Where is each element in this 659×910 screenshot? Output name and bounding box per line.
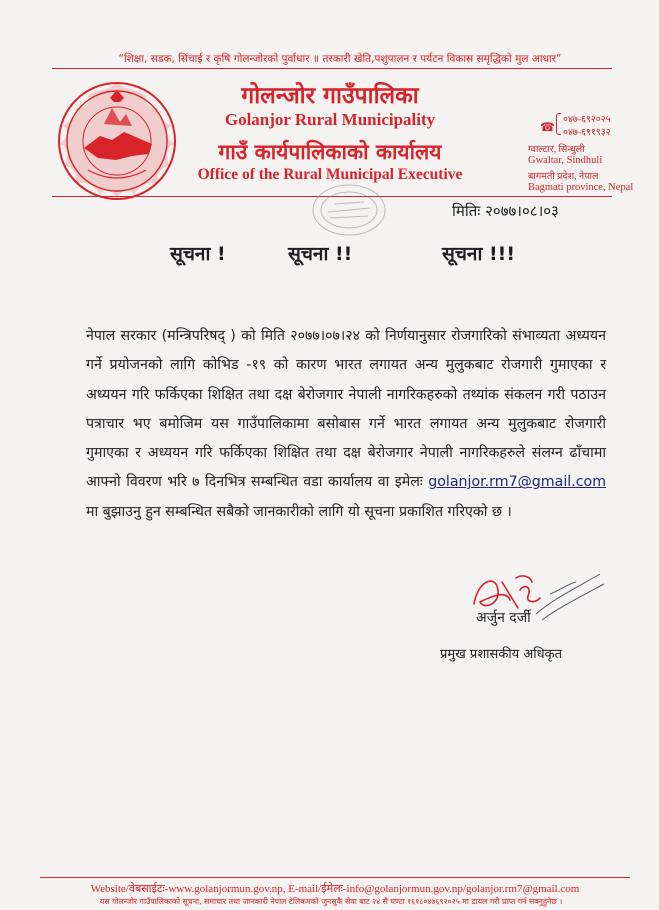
address-nepali: ग्वाल्टार, सिन्धुली (528, 145, 585, 155)
province-nepali: बागमती प्रदेश, नेपाल (528, 172, 599, 182)
signatory-title: प्रमुख प्रशासकीय अधिकृत (440, 647, 563, 662)
letterhead-motto: “शिक्षा, सडक, सिंचाई र कृषि गोलन्जोरको पुर्वाधार ॥ तरकारी खेति,पशुपालन र पर्यटन विकास समृद्धिको मुल आधार” (118, 53, 562, 65)
top-divider (52, 68, 612, 69)
office-stamp-image (310, 182, 388, 238)
phone-brace (556, 113, 561, 135)
phone-icon: ☎ (540, 120, 555, 134)
municipality-name-nepali: गोलन्जोर गाउँपालिका (241, 83, 419, 109)
notice-heading-2: सूचना !! (288, 243, 353, 265)
footer-contact-line: Website/वेबसाईटः-www.golanjormun.gov.np, E-mail/ईमेलः-info@golanjormun.gov.np/golanjor.rm7@gmail.com (90, 883, 580, 895)
footer-divider (40, 877, 630, 878)
province-english: Bagmati province, Nepal (528, 182, 634, 193)
phone-number-2: ०४७-६९१९३२ (563, 128, 611, 138)
notice-heading-3: सूचना !!! (442, 243, 515, 265)
office-name-nepali: गाउँ कार्यपालिकाको कार्यालय (218, 140, 442, 164)
municipality-name-english: Golanjor Rural Municipality (224, 110, 436, 129)
office-name-english: Office of the Rural Municipal Executive (197, 166, 463, 183)
notice-heading-1: सूचना ! (170, 243, 226, 265)
notice-body-text-before: नेपाल सरकार (मन्त्रिपरिषद् ) को मिति २०७७।०७।२४ को निर्णयानुसार रोजगारिको संभाव्यता अध्ययन गर्ने प्रयोजनको लागि कोभिड -१९ को कारण भारत लगायत अन्य मुलुकबाट रोजगारी गुमाएका र अध्ययन गरि फर्किएका शिक्षित तथा दक्ष बेरोजगार नेपाली नागरिकहरुको तथ्यांक संकलन गरी पठाउन पत्राचार भए बमोजिम यस गाउँपालिकामा बसोबास गर्ने भारत लगायत अन्य मुलुकबाट रोजगारी गुमाएका र अध्ययन गरि फर्किएका शिक्षित तथा दक्ष बेरोजगार नेपाली नागरिकहरुले संलग्न ढाँचामा आफ्नो विवरण भरि ७ दिनभित्र सम्बन्धित वडा कार्यालय वा इमेलः (86, 328, 606, 491)
phone-number-1: ०४७-६९२०२५ (563, 115, 611, 125)
issue-date: मितिः २०७७।०८।०३ (452, 202, 559, 220)
signatory-name: अर्जुन दर्जी (476, 610, 531, 626)
email-link[interactable]: golanjor.rm7@gmail.com (428, 474, 607, 491)
address-english: Gwaltar, Sindhuli (528, 155, 603, 166)
footer-info-line: यस गोलन्जोर गाउँपालिकाको सूचना, समाचार तथा जानकारी नेपाल टेलिकमको जुनसुकै सेवा बाट २४ सै घण्टा १६१८०४७६९२०२५ मा डायल गरी प्राप्त गर्न सक्नुहुनेछ । (99, 897, 563, 906)
notice-body (86, 322, 606, 527)
municipality-emblem-logo (54, 78, 180, 204)
notice-body-text-after: मा बुझाउनु हुन सम्बन्धित सबैको जानकारीको लागि यो सूचना प्रकाशित गरिएको छ । (86, 503, 512, 520)
